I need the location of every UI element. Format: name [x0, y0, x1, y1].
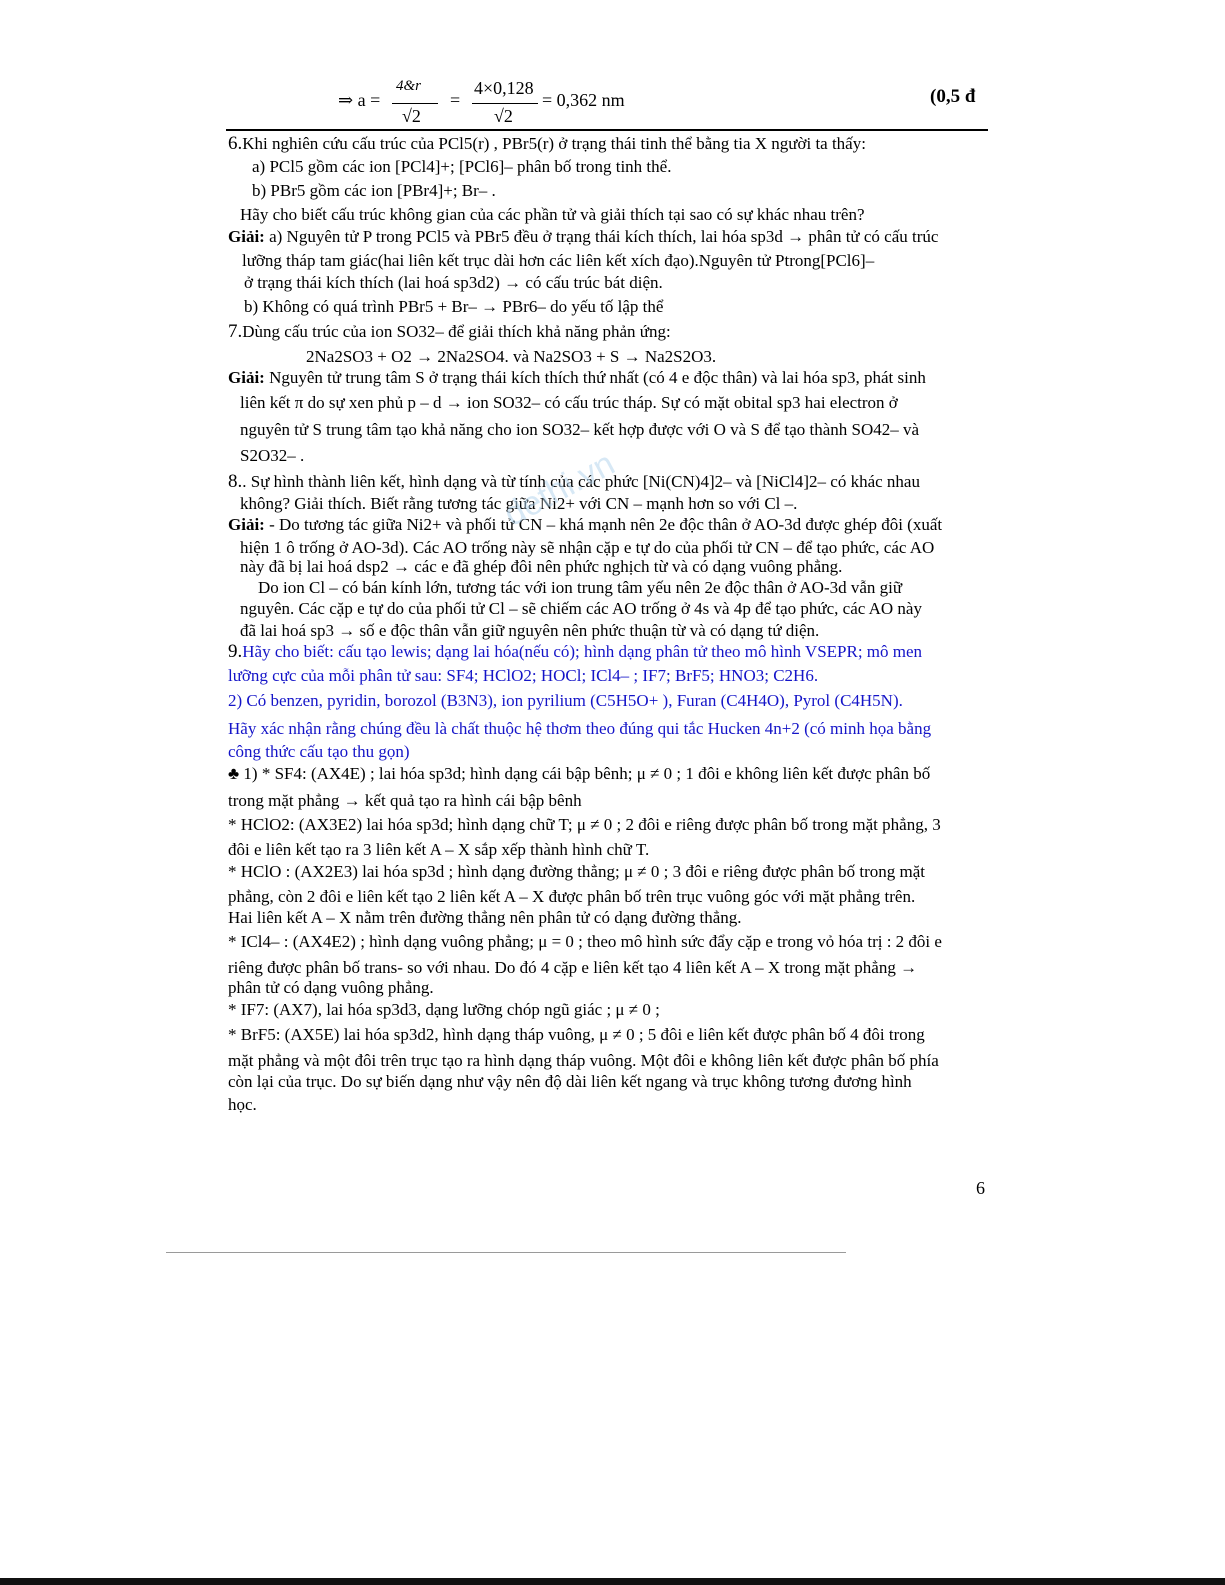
q8-solution-line: này đã bị lai hoá dsp2 → các e đã ghép đôi nên phức nghịch từ và có dạng vuông phẳng.	[240, 557, 843, 576]
q9-answer-line: * IF7: (AX7), lai hóa sp3d3, dạng lưỡng chóp ngũ giác ; μ ≠ 0 ;	[228, 1000, 660, 1019]
q9-answer-line: phẳng, còn 2 đôi e liên kết tạo 2 liên kết A – X được phân bố trên trục vuông góc với mặt phẳng trên.	[228, 887, 916, 906]
q7-equations: 2Na2SO3 + O2 → 2Na2SO4. và Na2SO3 + S → Na2S2O3.	[306, 347, 717, 366]
formula-num1: 4&r	[396, 78, 422, 94]
formula-den1: √2	[402, 106, 421, 126]
q7-solution-line: liên kết π do sự xen phủ p – d → ion SO32– có cấu trúc tháp. Sự có mặt obital sp3 hai electron ở	[240, 393, 898, 412]
footer-divider	[166, 1252, 846, 1253]
q8-solution-line: Do ion Cl – có bán kính lớn, tương tác với ion trung tâm yếu nên 2e độc thân ở AO-3d vẫn giữ	[258, 578, 903, 597]
q8-solution-line: đã lai hoá sp3 → số e độc thân vẫn giữ nguyên nên phức thuận từ và có dạng tứ diện.	[240, 621, 820, 640]
section-divider	[226, 129, 988, 131]
q6-b: b) PBr5 gồm các ion [PBr4]+; Br– .	[252, 181, 496, 200]
formula-eq: =	[450, 90, 461, 110]
q9-answer-line: * HClO : (AX2E3) lai hóa sp3d ; hình dạng đường thẳng; μ ≠ 0 ; 3 đôi e riêng được phân bố trong mặt	[228, 862, 925, 881]
q6-solution-line: ở trạng thái kích thích (lai hoá sp3d2) → có cấu trúc bát diện.	[244, 273, 663, 292]
fraction-line	[472, 103, 538, 104]
q9-heading-line: công thức cấu tạo thu gọn)	[228, 742, 410, 761]
q8-solution-line: nguyên. Các cặp e tự do của phối tử Cl – sẽ chiếm các AO trống ở 4s và 4p để tạo phức, các AO này	[240, 599, 922, 618]
q9-answer-line: ♣ 1) * SF4: (AX4E) ; lai hóa sp3d; hình dạng cái bập bênh; μ ≠ 0 ; 1 đôi e không liên kết được phân bố	[228, 764, 931, 783]
formula-num2: 4×0,128	[474, 78, 534, 98]
q9-heading-line: Hãy xác nhận rằng chúng đều là chất thuộc hệ thơm theo đúng qui tắc Hucken 4n+2 (có minh họa bằng	[228, 719, 932, 738]
q9-answer-line: mặt phẳng và một đôi trên trục tạo ra hình dạng tháp vuông. Một đôi e không liên kết được phân bố phía	[228, 1051, 939, 1070]
bottom-edge	[0, 1578, 1225, 1585]
q9-answer-line: riêng được phân bố trans- so với nhau. Do đó 4 cặp e liên kết tạo 4 liên kết A – X trong mặt phẳng →	[228, 958, 918, 977]
q6-a: a) PCl5 gồm các ion [PCl4]+; [PCl6]– phân bố trong tinh thể.	[252, 157, 672, 176]
q9-answer-line: * ICl4– : (AX4E2) ; hình dạng vuông phẳng; μ = 0 ; theo mô hình sức đẩy cặp e trong vỏ hóa trị : 2 đôi e	[228, 932, 942, 951]
q9-heading: 9.Hãy cho biết: cấu tạo lewis; dạng lai hóa(nếu có); hình dạng phân tử theo mô hình VSEPR; mô men	[228, 641, 923, 662]
q8-heading: 8.. Sự hình thành liên kết, hình dạng và từ tính của các phức [Ni(CN)4]2– và [NiCl4]2– có khác nhau	[228, 471, 920, 492]
q7-heading: 7.Dùng cấu trúc của ion SO32– để giải thích khả năng phản ứng:	[228, 321, 671, 342]
q9-answer-line: phân tử có dạng vuông phẳng.	[228, 978, 434, 997]
q9-answer-line: học.	[228, 1095, 257, 1114]
watermark: dethi.vn	[497, 444, 621, 534]
q9-answer-line: * BrF5: (AX5E) lai hóa sp3d2, hình dạng tháp vuông, μ ≠ 0 ; 5 đôi e liên kết được phân bố 4 đôi trong	[228, 1025, 925, 1044]
q7-solution-line: nguyên tử S trung tâm tạo khả năng cho ion SO32– kết hợp được với O và S để tạo thành SO42– và	[240, 420, 920, 439]
q9-answer-line: còn lại của trục. Do sự biến dạng như vậy nên độ dài liên kết ngang và trục không tương đương hình	[228, 1072, 912, 1091]
page-number: 6	[976, 1178, 985, 1198]
q6-solution-line: b) Không có quá trình PBr5 + Br– → PBr6– do yếu tố lập thể	[244, 297, 664, 316]
q9-answer-line: * HClO2: (AX3E2) lai hóa sp3d; hình dạng chữ T; μ ≠ 0 ; 2 đôi e riêng được phân bố trong mặt phẳng, 3	[228, 815, 941, 834]
q9-answer-line: trong mặt phẳng → kết quả tạo ra hình cái bập bênh	[228, 791, 582, 810]
formula-arrow: ⇒ a =	[338, 90, 381, 110]
q8-solution-line: hiện 1 ô trống ở AO-3d). Các AO trống này sẽ nhận cặp e tự do của phối tử CN – để tạo phức, các AO	[240, 538, 935, 557]
q9-heading-line: 2) Có benzen, pyridin, borozol (B3N3), ion pyrilium (C5H5O+ ), Furan (C4H4O), Pyrol (C4H5N).	[228, 691, 903, 710]
q9-answer-line: Hai liên kết A – X nằm trên đường thẳng nên phân tử có dạng đường thẳng.	[228, 908, 742, 927]
q7-solution: Giải: Nguyên tử trung tâm S ở trạng thái kích thích thứ nhất (có 4 e độc thân) và lai hóa sp3, phát sinh	[228, 368, 926, 387]
q6-solution-line: lưỡng tháp tam giác(hai liên kết trục dài hơn các liên kết xích đạo).Nguyên tử Ptrong[PCl6]–	[242, 251, 875, 270]
fraction-line	[392, 103, 438, 104]
formula-result: = 0,362 nm	[542, 90, 625, 110]
formula-den2: √2	[494, 106, 513, 126]
q8-heading-line: không? Giải thích. Biết rằng tương tác giữa Ni2+ với CN – mạnh hơn so với Cl –.	[240, 494, 798, 513]
q7-solution-line: S2O32– .	[240, 446, 305, 465]
q6-solution: Giải: a) Nguyên tử P trong PCl5 và PBr5 đều ở trạng thái kích thích, lai hóa sp3d → phân tử có cấu trúc	[228, 227, 939, 246]
q6-heading: 6.Khi nghiên cứu cấu trúc của PCl5(r) , PBr5(r) ở trạng thái tinh thể bằng tia X người ta thấy:	[228, 133, 866, 154]
q6-ask: Hãy cho biết cấu trúc không gian của các phần tử và giải thích tại sao có sự khác nhau trên?	[240, 205, 865, 224]
q9-heading-line: lưỡng cực của mỗi phân tử sau: SF4; HClO2; HOCl; ICl4– ; IF7; BrF5; HNO3; C2H6.	[228, 666, 819, 685]
score-label: (0,5 đ	[930, 86, 976, 107]
q8-solution: Giải: - Do tương tác giữa Ni2+ và phối tử CN – khá mạnh nên 2e độc thân ở AO-3d được ghép đôi (xuất	[228, 515, 943, 534]
q9-answer-line: đôi e liên kết tạo ra 3 liên kết A – X sắp xếp thành hình chữ T.	[228, 840, 650, 859]
